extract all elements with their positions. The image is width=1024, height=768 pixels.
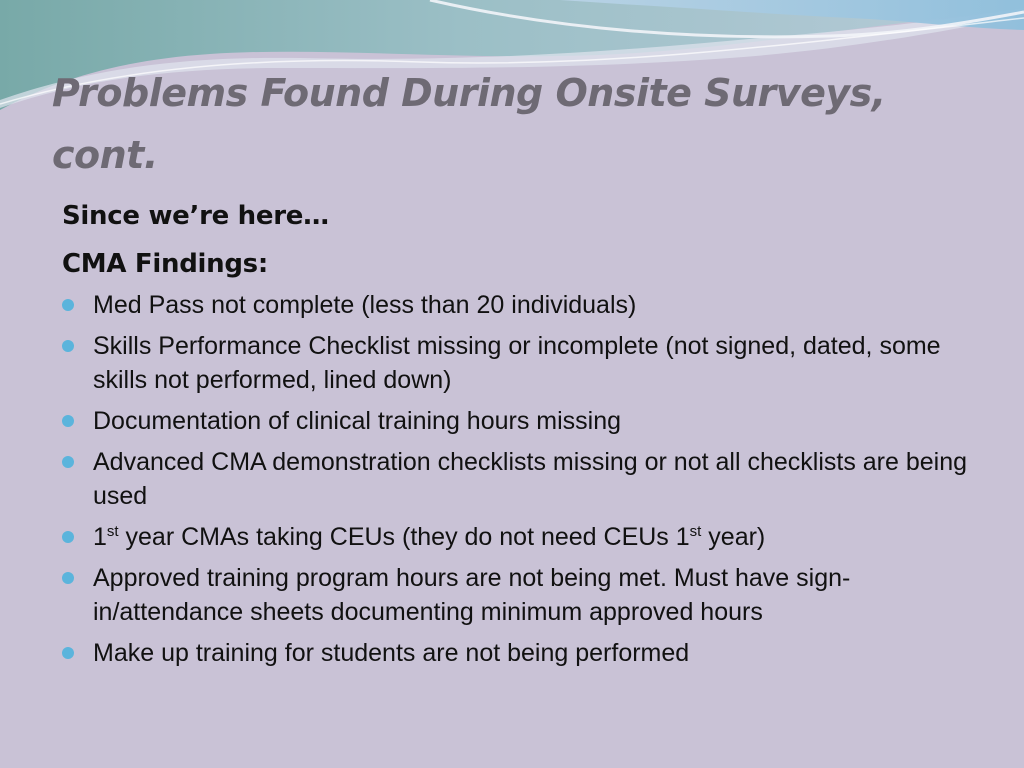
ordinal-suffix: st [106, 523, 119, 540]
finding-text: Med Pass not complete (less than 20 individuals) [93, 291, 637, 319]
finding-item [62, 445, 982, 513]
bullet-dot-icon [62, 299, 74, 311]
cma-findings-heading: CMA Findings: [62, 249, 268, 279]
finding-text-end: year) [701, 523, 766, 551]
ordinal-suffix: st [689, 523, 702, 540]
finding-item [62, 561, 982, 629]
bullet-dot-icon [62, 340, 74, 352]
finding-item [62, 636, 982, 670]
bullet-dot-icon [62, 647, 74, 659]
finding-item [62, 404, 982, 438]
bullet-dot-icon [62, 572, 74, 584]
finding-text: Advanced CMA demonstration checklists missing or not all checklists are being used [93, 448, 968, 510]
finding-text: Approved training program hours are not being met. Must have sign-in/attendance sheets documenting minimum approved hours [93, 564, 851, 626]
bullet-dot-icon [62, 456, 74, 468]
finding-text [93, 523, 765, 551]
finding-text-middle: year CMAs taking CEUs (they do not need CEUs 1 [118, 523, 690, 551]
bullet-dot-icon [62, 415, 74, 427]
ordinal-number: 1 [93, 523, 107, 551]
finding-item [62, 520, 982, 554]
finding-text: Make up training for students are not being performed [93, 639, 690, 667]
intro-heading: Since we’re here… [62, 201, 329, 231]
finding-text: Skills Performance Checklist missing or incomplete (not signed, dated, some skills not performed, lined down) [93, 332, 941, 394]
finding-item [62, 288, 982, 322]
slide-body [62, 192, 982, 677]
findings-list [62, 288, 982, 670]
finding-item [62, 329, 982, 397]
slide-title: Problems Found During Onsite Surveys, cont. [52, 71, 886, 177]
bullet-dot-icon [62, 531, 74, 543]
finding-text: Documentation of clinical training hours missing [93, 407, 622, 435]
